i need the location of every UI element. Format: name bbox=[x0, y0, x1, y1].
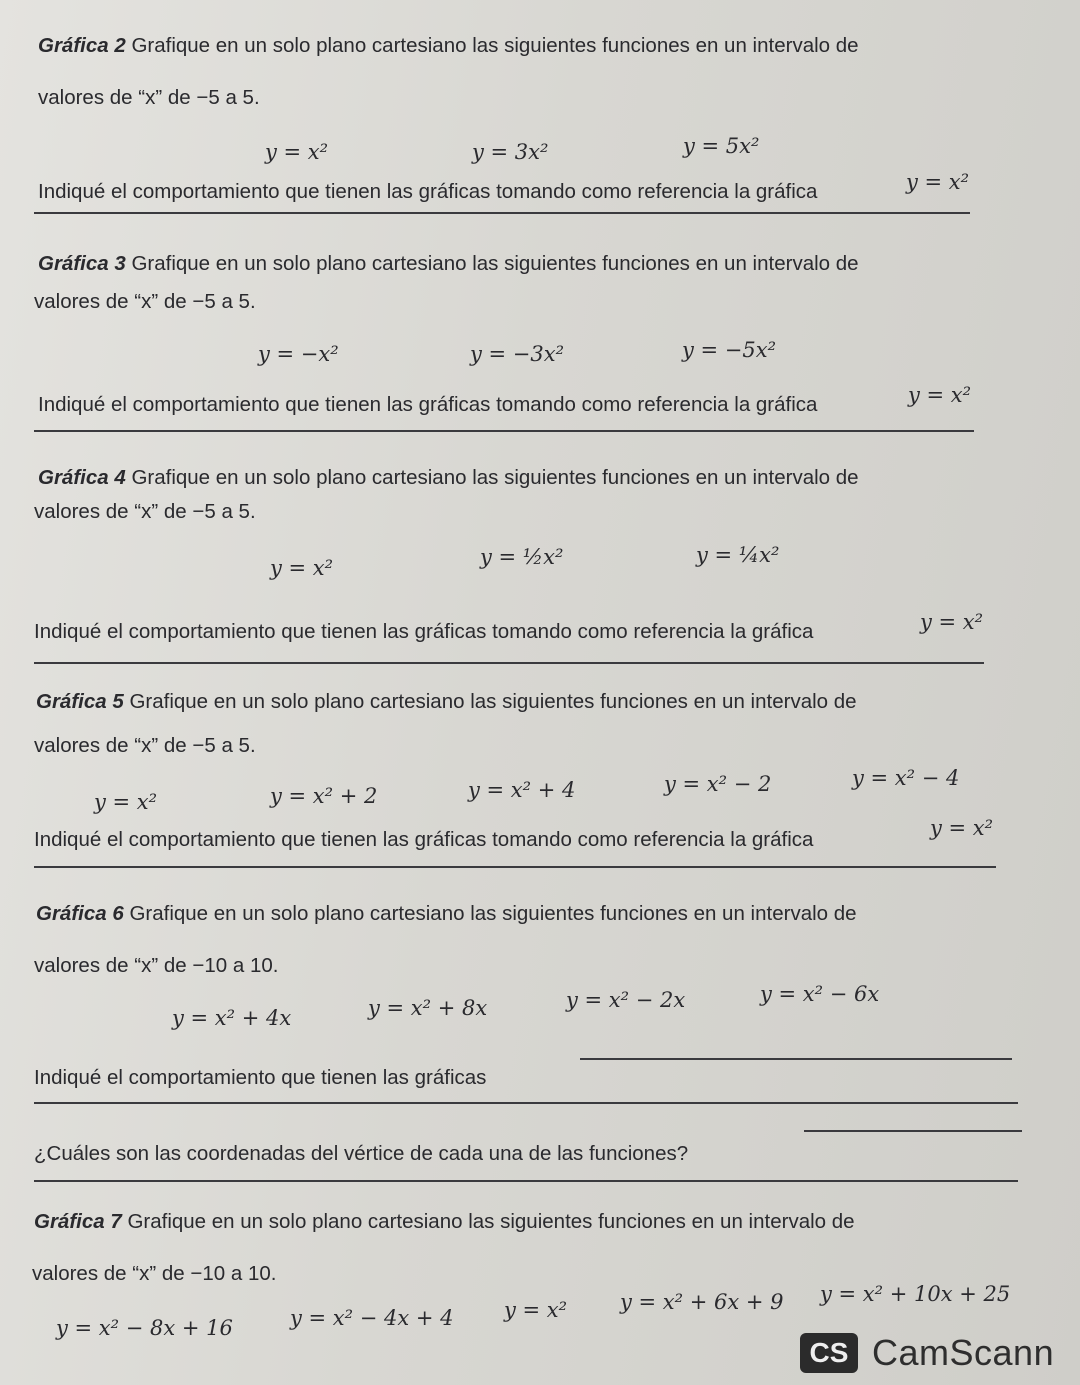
camscanner-watermark bbox=[800, 1332, 1054, 1374]
g5-func-5: y = x² − 4 bbox=[852, 766, 960, 790]
g2-func-2: y = 3x² bbox=[472, 140, 549, 164]
g4-intro-line2: valores de “x” de −5 a 5. bbox=[34, 500, 256, 523]
g6-intro-line1: Gráfica 6 Grafique en un solo plano cartesiano las siguientes funciones en un intervalo de bbox=[36, 902, 857, 925]
g7-func-3: y = x² bbox=[504, 1298, 568, 1322]
g6-func-3: y = x² − 2x bbox=[566, 988, 686, 1012]
g5-func-3: y = x² + 4 bbox=[468, 778, 576, 802]
g3-intro-line2: valores de “x” de −5 a 5. bbox=[34, 290, 256, 313]
g3-func-1: y = −x² bbox=[258, 342, 339, 366]
g4-intro-line1: Gráfica 4 Grafique en un solo plano cartesiano las siguientes funciones en un intervalo de bbox=[38, 466, 859, 489]
g7-func-1: y = x² − 8x + 16 bbox=[56, 1316, 233, 1340]
g4-prompt: Indiqué el comportamiento que tienen las gráficas tomando como referencia la gráfica bbox=[34, 620, 814, 643]
g4-title: Gráfica 4 bbox=[38, 466, 126, 489]
g3-intro-line1: Gráfica 3 Grafique en un solo plano cartesiano las siguientes funciones en un intervalo de bbox=[38, 252, 859, 275]
g7-func-5: y = x² + 10x + 25 bbox=[820, 1282, 1011, 1306]
g3-func-3: y = −5x² bbox=[682, 338, 777, 362]
g5-intro-line2: valores de “x” de −5 a 5. bbox=[34, 734, 256, 757]
g2-intro-line2: valores de “x” de −5 a 5. bbox=[38, 86, 260, 109]
g6-answer-line-2[interactable] bbox=[34, 1102, 1018, 1104]
g2-func-1: y = x² bbox=[265, 140, 329, 164]
g6-title: Gráfica 6 bbox=[36, 902, 124, 925]
g7-intro-line2: valores de “x” de −10 a 10. bbox=[32, 1262, 277, 1285]
g7-intro-line1: Gráfica 7 Grafique en un solo plano cartesiano las siguientes funciones en un intervalo de bbox=[34, 1210, 855, 1233]
g4-func-3: y = ¼x² bbox=[696, 543, 780, 567]
g6-func-4: y = x² − 6x bbox=[760, 982, 880, 1006]
g6-answer-line-1[interactable] bbox=[580, 1058, 1012, 1060]
g2-answer-line[interactable] bbox=[34, 212, 970, 214]
g7-func-4: y = x² + 6x + 9 bbox=[620, 1290, 784, 1314]
g6-question: ¿Cuáles son las coordenadas del vértice de cada una de las funciones? bbox=[34, 1142, 689, 1165]
g5-prompt: Indiqué el comportamiento que tienen las gráficas tomando como referencia la gráfica bbox=[34, 828, 814, 851]
g5-func-4: y = x² − 2 bbox=[664, 772, 772, 796]
g5-title: Gráfica 5 bbox=[36, 690, 124, 713]
g6-func-1: y = x² + 4x bbox=[172, 1006, 292, 1030]
g2-intro-line1: Gráfica 2 Grafique en un solo plano cartesiano las siguientes funciones en un intervalo de bbox=[38, 34, 859, 57]
g5-func-1: y = x² bbox=[94, 790, 158, 814]
g3-prompt: Indiqué el comportamiento que tienen las gráficas tomando como referencia la gráfica bbox=[38, 393, 818, 416]
g4-func-2: y = ½x² bbox=[480, 545, 564, 569]
g3-answer-line[interactable] bbox=[34, 430, 974, 432]
g2-ref: y = x² bbox=[906, 170, 970, 194]
g6-func-2: y = x² + 8x bbox=[368, 996, 488, 1020]
g6-prompt: Indiqué el comportamiento que tienen las gráficas bbox=[34, 1066, 487, 1089]
g5-answer-line[interactable] bbox=[34, 866, 996, 868]
g5-func-2: y = x² + 2 bbox=[270, 784, 378, 808]
g6-intro-line2: valores de “x” de −10 a 10. bbox=[34, 954, 279, 977]
g6-question-line-2[interactable] bbox=[34, 1180, 1018, 1182]
g3-ref: y = x² bbox=[908, 383, 972, 407]
g5-ref: y = x² bbox=[930, 816, 994, 840]
g2-prompt: Indiqué el comportamiento que tienen las gráficas tomando como referencia la gráfica bbox=[38, 180, 818, 203]
g6-question-line-1[interactable] bbox=[804, 1130, 1022, 1132]
g4-func-1: y = x² bbox=[270, 556, 334, 580]
g5-intro-line1: Gráfica 5 Grafique en un solo plano cartesiano las siguientes funciones en un intervalo de bbox=[36, 690, 857, 713]
camscanner-badge: CS bbox=[800, 1333, 858, 1373]
g2-func-3: y = 5x² bbox=[683, 134, 760, 158]
camscanner-brand: CamScann bbox=[872, 1332, 1055, 1373]
g7-title: Gráfica 7 bbox=[34, 1210, 122, 1233]
g4-ref: y = x² bbox=[920, 610, 984, 634]
g2-title: Gráfica 2 bbox=[38, 34, 126, 57]
g3-func-2: y = −3x² bbox=[470, 342, 565, 366]
g4-answer-line[interactable] bbox=[34, 662, 984, 664]
g7-func-2: y = x² − 4x + 4 bbox=[290, 1306, 454, 1330]
g3-title: Gráfica 3 bbox=[38, 252, 126, 275]
